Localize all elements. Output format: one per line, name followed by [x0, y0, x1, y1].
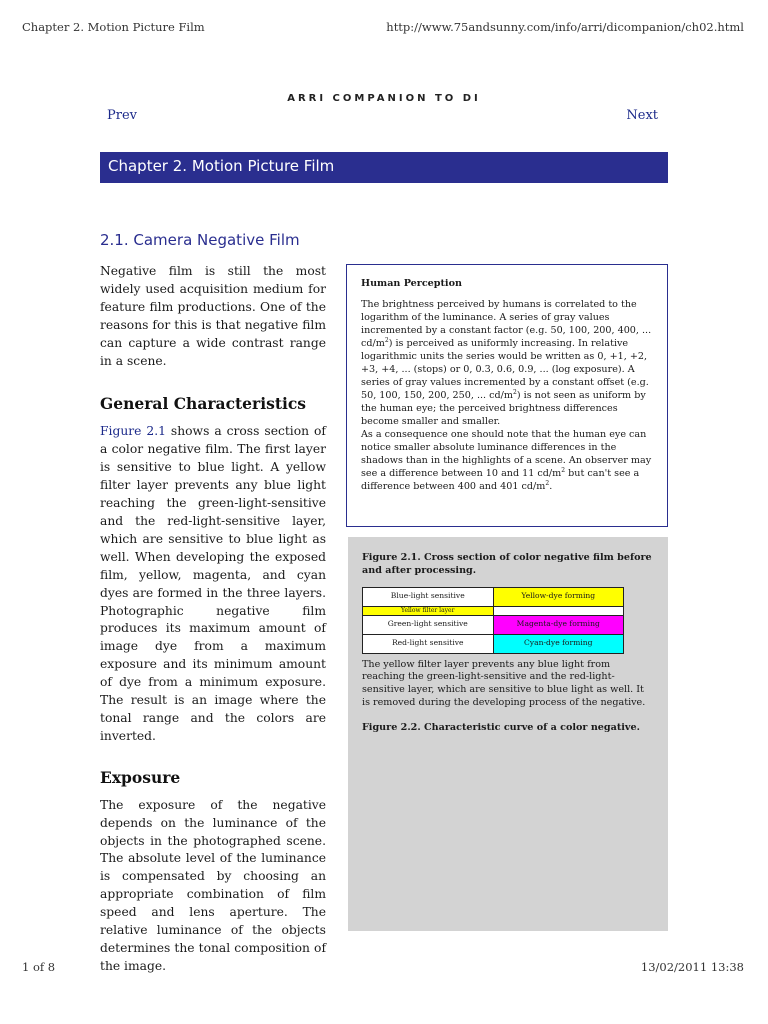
- prev-link[interactable]: Prev: [107, 108, 137, 123]
- film-layer-sensitivity: Blue-light sensitive: [363, 587, 494, 606]
- film-layer-dye: Cyan-dye forming: [493, 634, 624, 653]
- figure-2-1-description: The yellow filter layer prevents any blue light from reaching the green-light-sensitive and the red-light-sensitive layer, which are sensitive to blue light as well. It is removed during the developing process of the negative.: [362, 658, 646, 708]
- film-layer-dye: [493, 606, 624, 615]
- general-characteristics-text: shows a cross section of a color negative film. The first layer is sensitive to blue light. A yellow filter layer prevents any blue light reaching the green-light-sensitive and the red-light-sensitive layer, which are sensitive to blue light as well. When developing the exposed film, yellow, magenta, and cyan dyes are formed in the three layers. Photographic negative film produces its maximum amount of image dye from a maximum exposure and its minimum amount of dye from a minimum exposure. The result is an image where the tonal range and the colors are inverted.: [100, 424, 326, 743]
- film-layer-sensitivity: Red-light sensitive: [363, 634, 494, 653]
- sidebar-title: Human Perception: [361, 278, 462, 289]
- general-characteristics-paragraph: [100, 423, 326, 745]
- film-layer-sensitivity: Green-light sensitive: [363, 615, 494, 634]
- film-layer-row: [363, 615, 624, 634]
- figure-2-2-caption: Figure 2.2. Characteristic curve of a color negative.: [362, 721, 640, 733]
- main-column: [100, 263, 326, 976]
- exposure-paragraph: The exposure of the negative depends on the luminance of the objects in the photographed scene. The absolute level of the luminance is compensated by choosing an appropriate combination of film speed and lens aperture. The relative luminance of the objects determines the tonal composition of the image.: [100, 797, 326, 973]
- film-layer-row: [363, 587, 624, 606]
- print-footer-page: 1 of 8: [22, 960, 56, 974]
- film-layer-dye: Yellow-dye forming: [493, 587, 624, 606]
- general-characteristics-heading: General Characteristics: [100, 394, 307, 414]
- sidebar-paragraph-1: The brightness perceived by humans is correlated to the logarithm of the luminance. A series of gray values incremented by a constant factor (e.g. 50, 100, 200, 400, ... $cd/m^2$) is perceived as uniformly increasing. In relative logarithmic units the series would be written as 0, +1, +2, +3, +4, ... (stops) or 0, 0.3, 0.6, 0.9, ... (log exposure). A series of gray values incremented by a constant offset (e.g. 50, 100, 150, 200, 250, ... $cd/m^2$) is not seen as uniform by the human eye; the perceived brightness differences become smaller and smaller.: [361, 299, 652, 427]
- section-title: 2.1. Camera Negative Film: [100, 231, 300, 249]
- book-title: ARRI COMPANION TO DI: [287, 93, 481, 104]
- figure-2-1-caption: Figure 2.1. Cross section of color negative film before and after processing.: [362, 552, 652, 576]
- film-layer-table: [362, 587, 624, 654]
- film-layer-dye: Magenta-dye forming: [493, 615, 624, 634]
- intro-paragraph: Negative film is still the most widely used acquisition medium for feature film productions. One of the reasons for this is that negative film can capture a wide contrast range in a scene.: [100, 264, 326, 368]
- print-footer-datetime: 13/02/2011 13:38: [640, 960, 744, 974]
- chapter-title: Chapter 2. Motion Picture Film: [100, 152, 668, 183]
- print-header-title: Chapter 2. Motion Picture Film: [22, 20, 205, 34]
- figure-panel: [348, 537, 668, 931]
- film-layer-row: [363, 606, 624, 615]
- sidebar-paragraph-2: As a consequence one should note that the human eye can notice smaller absolute luminance differences in the shadows than in the highlights of a scene. An observer may see a difference between 10 and 11 $cd/m^2$ but can't see a difference between 400 and 401 $cd/m^2$.: [361, 429, 652, 492]
- print-header-url: http://www.75andsunny.com/info/arri/dicompanion/ch02.html: [386, 20, 744, 34]
- film-layer-sensitivity: Yellow filter layer: [363, 606, 494, 615]
- human-perception-sidebar: [346, 264, 668, 527]
- exposure-heading: Exposure: [100, 767, 181, 787]
- figure-2-1-link[interactable]: Figure 2.1: [100, 424, 166, 439]
- next-link[interactable]: Next: [626, 108, 658, 123]
- film-layer-row: [363, 634, 624, 653]
